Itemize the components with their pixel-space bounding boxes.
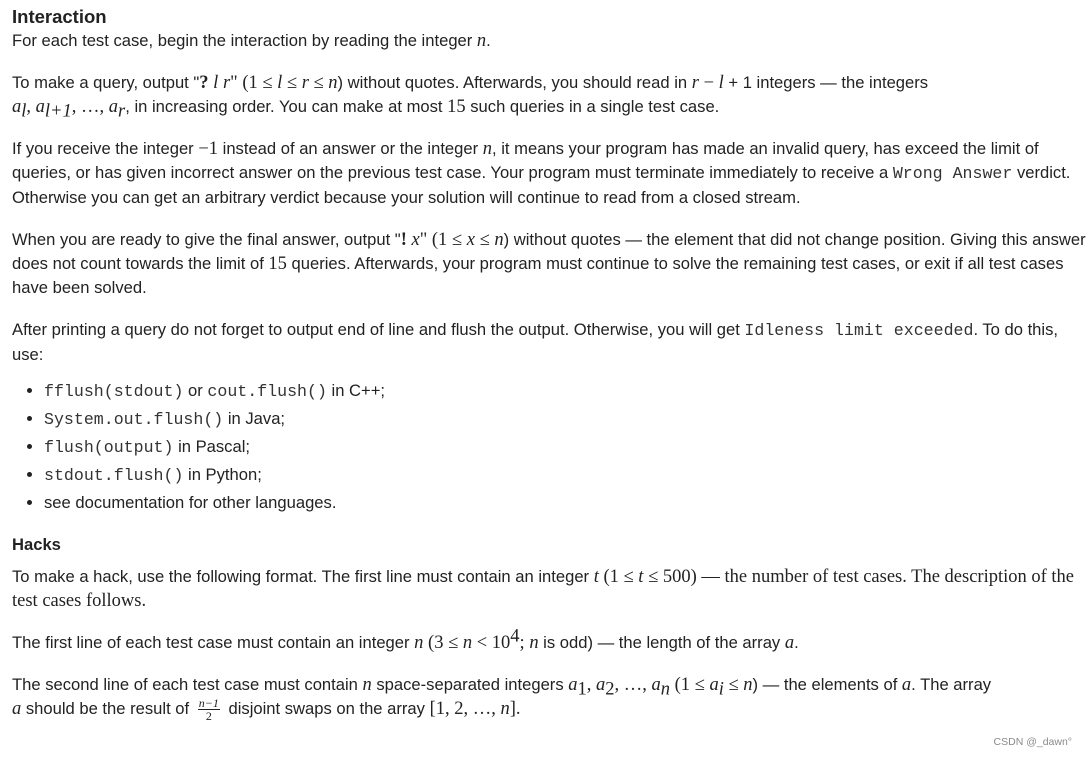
interaction-paragraph-query: To make a query, output "? l r" (1 ≤ l ≤ r ≤ n) without quotes. Afterwards, you should read in r − l + 1 integers — the integers $a_l$, $a_{l+1}$, …, $a_r$, in increasing order. You can make at most 15 such queries in a single test case.: [12, 73, 929, 122]
interaction-paragraph-flush: After printing a query do not forget to output end of line and flush the output. Otherwise, you will get Idleness limit exceeded. To do this, use:: [12, 320, 1059, 364]
hacks-paragraph-format: To make a hack, use the following format. The first line must contain an integer t (1 ≤ t ≤ 500) — the number of test cases. The description of the test cases follows.: [12, 567, 1075, 611]
list-item: • flush(output) in Pascal;: [44, 435, 1086, 460]
list-item: • stdout.flush() in Python;: [44, 463, 1086, 488]
interaction-paragraph-answer: When you are ready to give the final answer, output "! x" (1 ≤ x ≤ n) without quotes — the element that did not change position. Giving this answer does not count towards the limit of 15 queries. Afterwards, your program must continue to solve the remaining test cases, or exit if all test cases have been solved.: [12, 230, 1086, 297]
flush-list: [12, 379, 1086, 515]
list-item: • fflush(stdout) or cout.flush() in C++;: [44, 379, 1086, 404]
list-item: • see documentation for other languages.: [44, 491, 1086, 515]
interaction-paragraph-1: For each test case, begin the interaction by reading the integer n.: [12, 31, 491, 51]
interaction-paragraph-invalid: If you receive the integer −1 instead of an answer or the integer n, it means your program has made an invalid query, has exceed the limit of queries, or has given incorrect answer on the previous test case. Your program must terminate immediately to receive a Wrong Answer verdict. Otherwise you can get an arbitrary verdict because your solution will continue to read from a closed stream.: [12, 139, 1071, 207]
hacks-paragraph-length: The first line of each test case must contain an integer n ($3 \le n < 10^4$; n is odd) — the length of the array a.: [12, 626, 799, 653]
fraction: $\frac{n-1}{2}$: [198, 696, 219, 724]
problem-statement: [12, 5, 1086, 722]
watermark: CSDN @_dawn°: [993, 736, 1072, 748]
hacks-paragraph-array: The second line of each test case must contain n space-separated integers $a_1$, $a_2$, …, $a_n$ $(1 \le a_i \le n)$ — the elements of a. The array a should be the result of $\frac{n-1}{2}$ disjoint swaps on the array [1, 2, …, n].: [12, 675, 992, 724]
list-item: • System.out.flush() in Java;: [44, 407, 1086, 432]
hacks-heading: Hacks: [12, 535, 61, 554]
interaction-heading: Interaction: [12, 6, 107, 27]
